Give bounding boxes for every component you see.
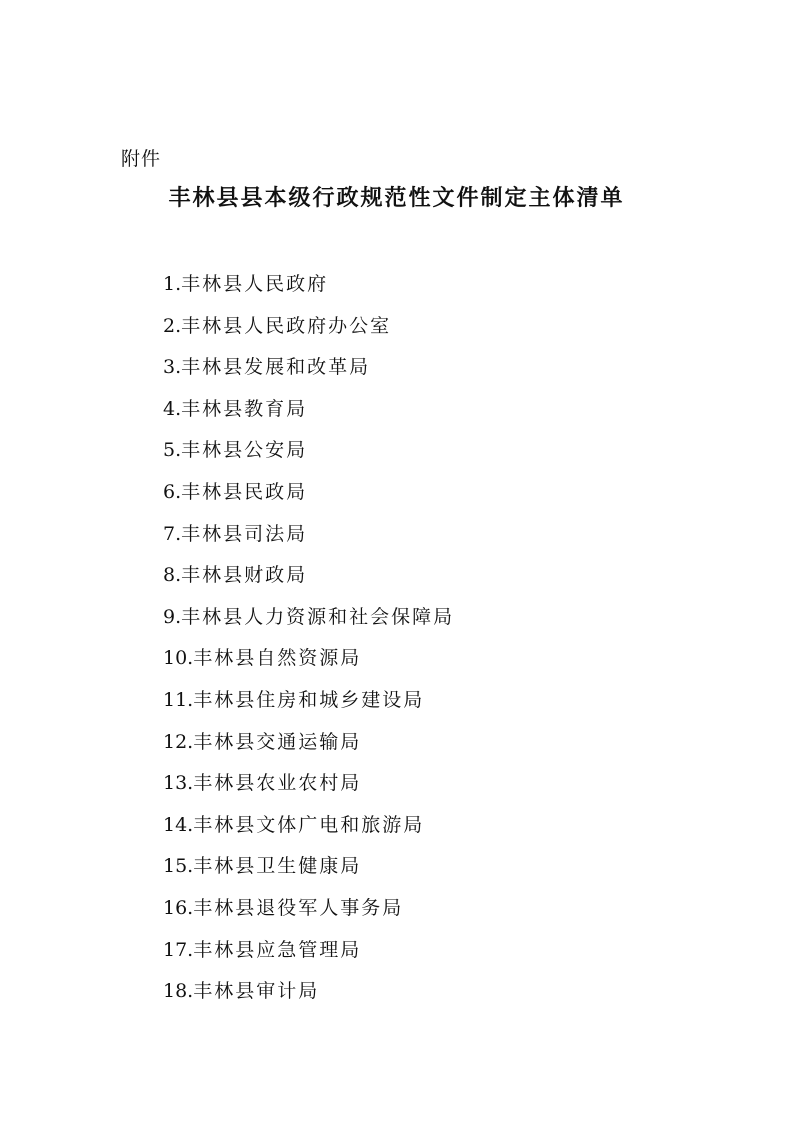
list-item-agency-name: 丰林县退役军人事务局 — [193, 896, 404, 919]
list-item-agency-name: 丰林县民政局 — [181, 480, 308, 503]
list-item-agency-name: 丰林县公安局 — [181, 439, 308, 462]
list-item-number: 5. — [163, 439, 182, 462]
list-item-number: 13. — [163, 772, 194, 795]
list-item-number: 15. — [163, 855, 194, 878]
list-item-agency-name: 丰林县应急管理局 — [193, 938, 362, 961]
list-item-agency-name: 丰林县发展和改革局 — [181, 356, 371, 379]
list-item-agency-name: 丰林县自然资源局 — [193, 647, 362, 670]
list-item — [163, 312, 454, 354]
list-item — [163, 728, 454, 770]
list-item-number: 12. — [163, 730, 194, 753]
list-item-number: 1. — [163, 273, 182, 295]
list-item — [163, 436, 454, 478]
list-item — [163, 769, 454, 811]
list-item-number: 6. — [163, 480, 182, 503]
list-item-agency-name: 丰林县教育局 — [181, 397, 308, 420]
list-item-number: 9. — [163, 605, 182, 628]
list-item-number: 10. — [163, 647, 194, 670]
list-item-number: 2. — [163, 314, 182, 337]
list-item-agency-name: 丰林县人力资源和社会保障局 — [181, 605, 455, 628]
list-item — [163, 894, 454, 936]
list-item — [163, 852, 454, 894]
list-item — [163, 977, 454, 1019]
list-item-agency-name: 丰林县卫生健康局 — [193, 855, 362, 878]
list-item — [163, 561, 454, 603]
list-item-number: 7. — [163, 522, 182, 545]
list-item-agency-name: 丰林县司法局 — [181, 522, 308, 545]
list-item — [163, 686, 454, 728]
list-item-agency-name: 丰林县财政局 — [181, 564, 308, 587]
list-item — [163, 603, 454, 645]
list-item-number: 4. — [163, 397, 182, 420]
list-item-agency-name: 丰林县人民政府办公室 — [181, 314, 392, 337]
attachment-label: 附件 — [121, 148, 162, 170]
list-item — [163, 395, 454, 437]
list-item-number: 8. — [163, 564, 182, 587]
list-item-number: 16. — [163, 896, 194, 919]
list-item-agency-name: 丰林县交通运输局 — [193, 730, 362, 753]
list-item-agency-name: 丰林县文体广电和旅游局 — [193, 813, 425, 836]
document-title: 丰林县县本级行政规范性文件制定主体清单 — [168, 186, 625, 211]
list-item-agency-name: 丰林县农业农村局 — [193, 772, 362, 795]
list-item-number: 14. — [163, 813, 194, 836]
list-item — [163, 936, 454, 978]
list-item — [163, 811, 454, 853]
list-item-agency-name: 丰林县住房和城乡建设局 — [193, 688, 425, 711]
list-item-agency-name: 丰林县审计局 — [193, 980, 320, 1003]
list-item-number: 17. — [163, 938, 194, 961]
list-item-number: 3. — [163, 356, 182, 379]
agency-list — [163, 270, 454, 1019]
list-item-number: 18. — [163, 980, 194, 1003]
list-item — [163, 644, 454, 686]
list-item-agency-name: 丰林县人民政府 — [181, 273, 329, 295]
list-item — [163, 478, 454, 520]
list-item — [163, 520, 454, 562]
list-item-number: 11. — [163, 688, 194, 711]
list-item — [163, 353, 454, 395]
list-item — [163, 270, 454, 312]
